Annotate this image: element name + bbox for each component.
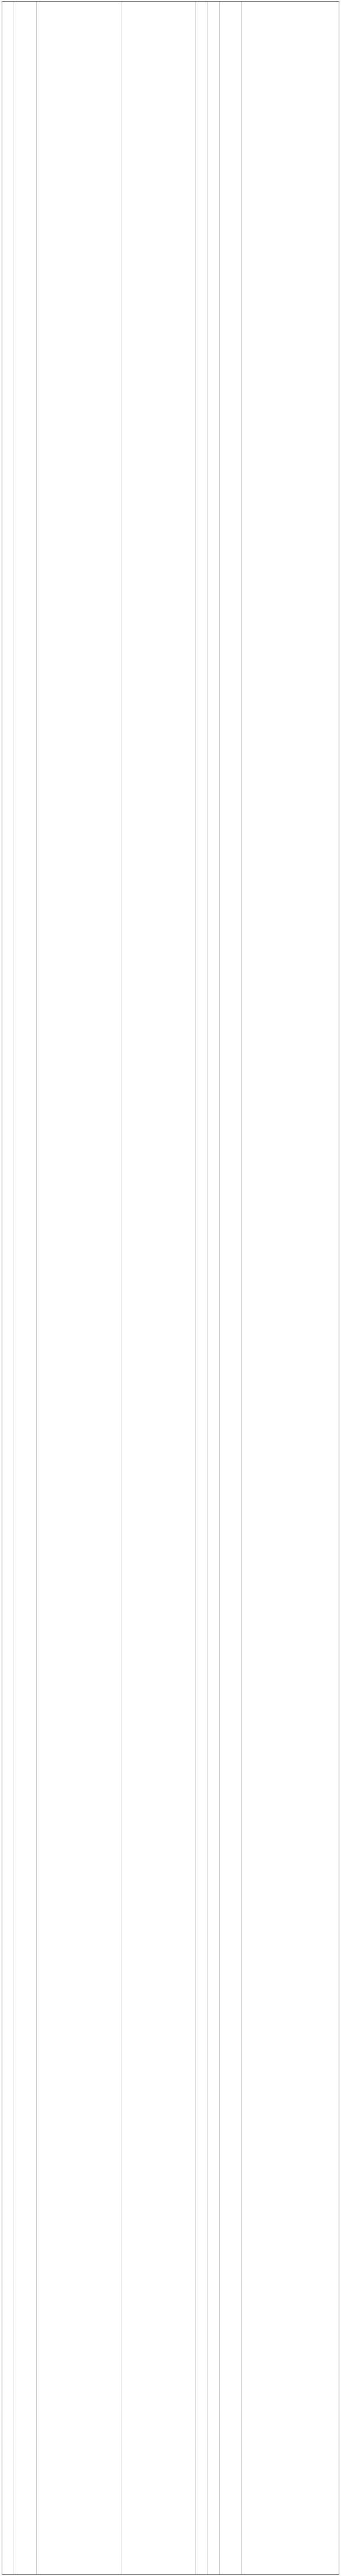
column-divider bbox=[241, 2, 242, 2574]
column-divider bbox=[36, 2, 37, 2574]
admission-plan-table bbox=[2, 1, 339, 2575]
column-divider bbox=[219, 2, 220, 2574]
